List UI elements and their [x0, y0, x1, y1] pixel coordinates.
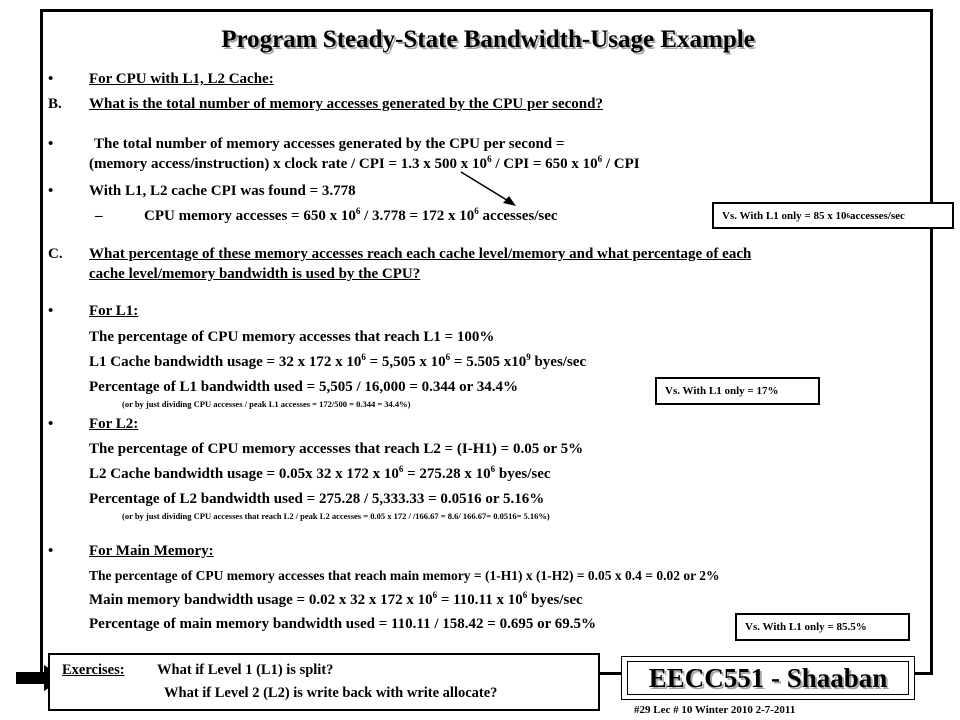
l1-bandwidth-usage: L1 Cache bandwidth usage = 32 x 172 x $10^6 = 5,505$ x $10^6 = 5.505$ $x10^9$ byes/sec [89, 352, 587, 370]
question-b-text: What is the total number of memory accesses generated by the CPU per second? [89, 96, 603, 112]
l2-header: For L2: [89, 416, 139, 432]
callout-l1-comparison: Vs. With L1 only = 17% [655, 377, 820, 405]
l2-bandwidth-usage: L2 Cache bandwidth usage = 0.05x 32 x 172 x $10^6 = 275.28$ x $10^6$ byes/sec [89, 464, 551, 482]
course-badge [621, 656, 915, 700]
bullet: • [48, 71, 54, 87]
cpi-line: With L1, L2 cache CPI was found = 3.778 [89, 183, 356, 199]
l2-percentage: Percentage of L2 bandwidth used = 275.28 / 5,333.33 = 0.0516 or 5.16% [89, 491, 545, 507]
bullet: • [48, 543, 54, 559]
l1-note: (or by just dividing CPU accesses / peak L1 accesses = 172/500 = 0.344 = 34.4%) [122, 399, 411, 409]
bullet: • [48, 303, 54, 319]
course-badge-label: EECC551 - Shaaban [627, 661, 909, 695]
total-accesses-line2: (memory access/instruction) x clock rate / CPI = 1.3 x 500 x $10^6$ / CPI = 650 x $10^6$ / CPI [89, 154, 640, 172]
main-memory-header: For Main Memory: [89, 543, 214, 559]
exercise-question-1: What if Level 1 (L1) is split? [157, 662, 334, 678]
l1-percentage: Percentage of L1 bandwidth used = 5,505 / 16,000 = 0.344 or 34.4% [89, 379, 519, 395]
callout-main-memory-comparison: Vs. With L1 only = 85.5% [735, 613, 910, 641]
slide-title: Program Steady-State Bandwidth-Usage Example [221, 26, 755, 53]
bullet: • [48, 183, 54, 199]
l1-reach: The percentage of CPU memory accesses that reach L1 = 100% [89, 329, 495, 345]
total-accesses-line1: The total number of memory accesses generated by the CPU per second = [94, 136, 565, 152]
slide-footer: #29 Lec # 10 Winter 2010 2-7-2011 [634, 704, 796, 716]
bullet: • [48, 416, 54, 432]
exercises-label: Exercises: [62, 662, 125, 678]
l2-note: (or by just dividing CPU accesses that reach L2 / peak L2 accesses = 0.05 x 172 / /166.67 = 8.6/ 166.67= 0.0516= 5.16%) [122, 511, 550, 521]
cpu-accesses-line: CPU memory accesses = 650 x $10^6 / 3.778 = 172$ x $10^6$ accesses/sec [144, 206, 558, 224]
question-c-text-1: What percentage of these memory accesses reach each cache level/memory and what percentage of each [89, 246, 752, 262]
exercise-question-2: What if Level 2 (L2) is write back with write allocate? [164, 685, 498, 701]
dash: – [95, 208, 103, 224]
l2-reach: The percentage of CPU memory accesses that reach L2 = (I-H1) = 0.05 or 5% [89, 441, 584, 457]
main-memory-reach: The percentage of CPU memory accesses that reach main memory = (1-H1) x (1-H2) = 0.05 x 0.4 = 0.02 or 2% [89, 568, 720, 583]
question-c-label: C. [48, 246, 63, 262]
question-b-label: B. [48, 96, 62, 112]
main-memory-percentage: Percentage of main memory bandwidth used = 110.11 / 158.42 = 0.695 or 69.5% [89, 616, 596, 632]
l1-header: For L1: [89, 303, 139, 319]
question-c-text-2: cache level/memory bandwidth is used by the CPU? [89, 266, 421, 282]
callout-accesses-comparison: Vs. With L1 only = 85 x 10 6 accesses/sec [712, 202, 954, 229]
bullet: • [48, 136, 54, 152]
cpu-header: For CPU with L1, L2 Cache: [89, 71, 274, 87]
main-memory-bandwidth-usage: Main memory bandwidth usage = 0.02 x 32 x 172 x $10^6 = 110.11$ x $10^6$ byes/sec [89, 590, 583, 608]
